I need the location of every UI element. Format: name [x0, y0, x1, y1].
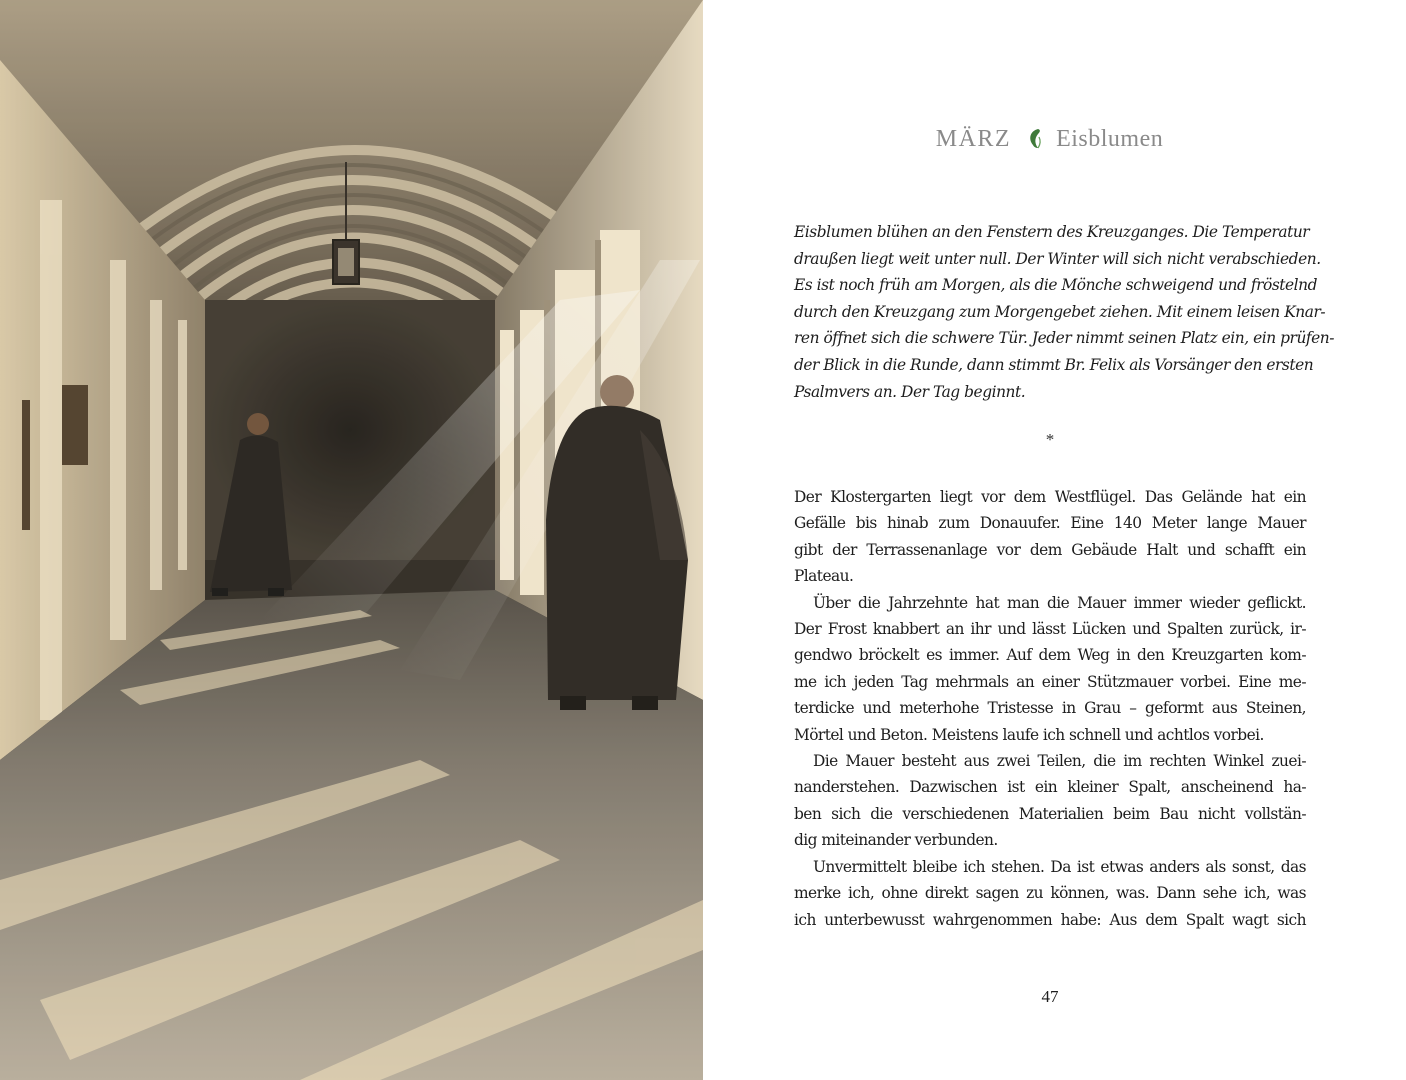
body-line: Die Mauer besteht aus zwei Teilen, die im rechten Winkel zuei-: [813, 752, 1306, 771]
body-line: Gefälle bis hinab zum Donauufer. Eine 140 Meter lange Mauer: [794, 514, 1306, 533]
section-separator: *: [1045, 430, 1055, 449]
text-page: [703, 0, 1406, 1080]
chapter-title: Eisblumen: [1056, 126, 1164, 152]
body-line: Plateau.: [794, 567, 854, 586]
chapter-month: MÄRZ: [935, 126, 1012, 152]
body-text: [794, 484, 1306, 933]
body-line: me ich jeden Tag mehrmals an einer Stützmauer vorbei. Eine me-: [794, 672, 1306, 691]
body-line: gibt der Terrassenanlage vor dem Gebäude Halt und schafft ein: [794, 540, 1306, 559]
intro-line: Es ist noch früh am Morgen, als die Mönche schweigend und fröstelnd: [794, 276, 1317, 295]
body-line: nanderstehen. Dazwischen ist ein kleiner Spalt, anscheinend ha-: [794, 778, 1306, 797]
body-line: gendwo bröckelt es immer. Auf dem Weg in den Kreuzgarten kom-: [794, 646, 1306, 665]
page-number: 47: [1041, 987, 1059, 1006]
body-line: Der Frost knabbert an ihr und lässt Lücken und Spalten zurück, ir-: [794, 620, 1306, 639]
intro-line: der Blick in die Runde, dann stimmt Br. Felix als Vorsänger den ersten: [794, 355, 1314, 374]
intro-line: draußen liegt weit unter null. Der Winter will sich nicht verabschieden.: [794, 249, 1321, 268]
intro-line: ren öffnet sich die schwere Tür. Jeder nimmt seinen Platz ein, ein prüfen-: [794, 329, 1335, 348]
body-line: terdicke und meterhohe Tristesse in Grau – geformt aus Steinen,: [794, 699, 1306, 718]
body-line: ben sich die verschiedenen Materialien beim Bau nicht vollstän-: [794, 804, 1306, 823]
body-line: merke ich, ohne direkt sagen zu können, was. Dann sehe ich, was: [794, 884, 1306, 903]
body-line: dig miteinander verbunden.: [794, 831, 998, 850]
body-line: ich unterbewusst wahrgenommen habe: Aus dem Spalt wagt sich: [794, 910, 1306, 929]
body-line: Über die Jahrzehnte hat man die Mauer immer wieder geflickt.: [813, 593, 1306, 612]
intro-paragraph: [794, 219, 1335, 405]
intro-line: Psalmvers an. Der Tag beginnt.: [794, 382, 1026, 401]
intro-line: Eisblumen blühen an den Fenstern des Kreuzganges. Die Temperatur: [794, 223, 1310, 241]
chapter-heading: [793, 126, 1306, 153]
body-line: Mörtel und Beton. Meistens laufe ich schnell und achtlos vorbei.: [794, 725, 1264, 744]
body-line: Unvermittelt bleibe ich stehen. Da ist etwas anders als sonst, das: [813, 857, 1306, 876]
leaf-icon: [1026, 127, 1044, 149]
body-line: Der Klostergarten liegt vor dem Westflügel. Das Gelände hat ein: [794, 488, 1306, 506]
intro-line: durch den Kreuzgang zum Morgengebet ziehen. Mit einem leisen Knar-: [794, 302, 1326, 321]
